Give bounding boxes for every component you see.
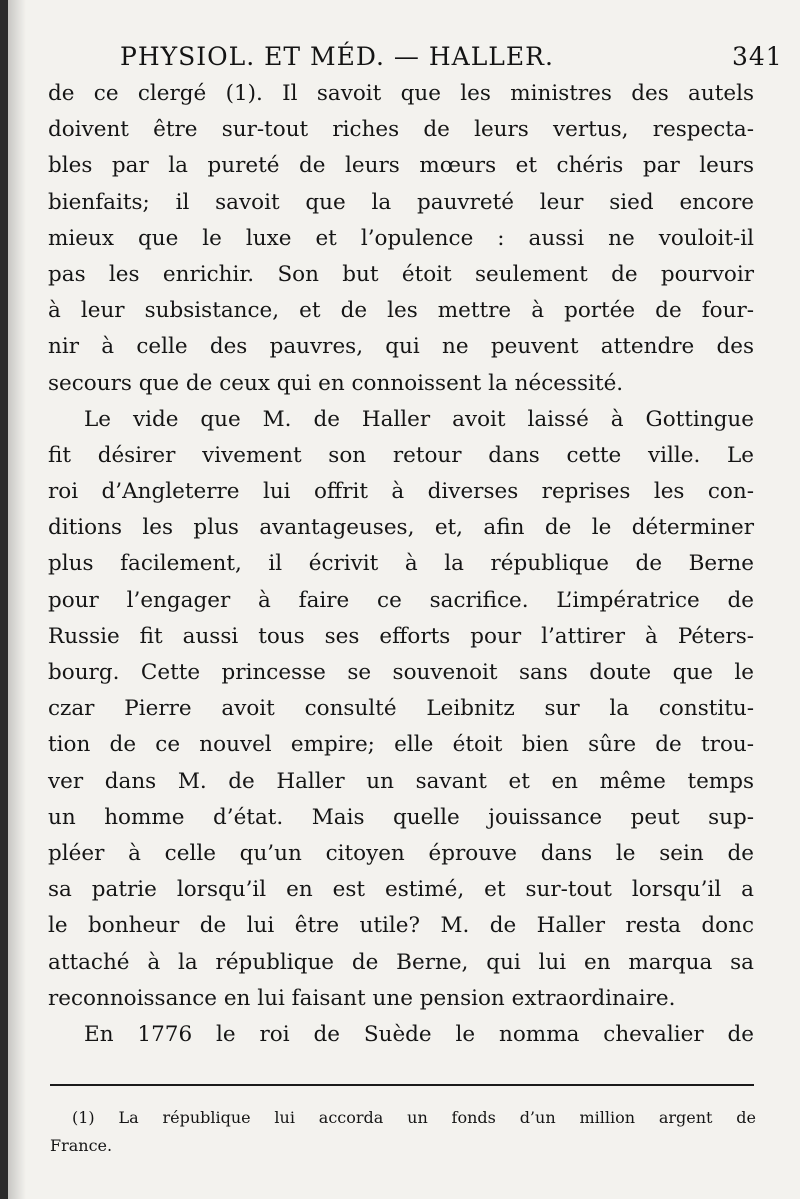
text-line: pas les enrichir. Son but étoit seulement de pourvoir	[48, 261, 754, 287]
text-line: bourg. Cette princesse se souvenoit sans doute que le	[48, 660, 754, 685]
text-line: pléer à celle qu’un citoyen éprouve dans le sein de	[48, 840, 754, 866]
text-line: un homme d’état. Mais quelle jouissance peut sup-	[48, 804, 754, 830]
text-line: Russie fit aussi tous ses efforts pour l’attirer à Péters-	[48, 623, 754, 649]
body-text	[48, 76, 754, 1053]
text-line: sa patrie lorsqu’il en est estimé, et sur-tout lorsqu’il a	[48, 877, 754, 903]
page-edge-shadow	[8, 0, 26, 1199]
text-line: mieux que le luxe et l’opulence : aussi ne vouloit-il	[48, 225, 754, 251]
text-line: tion de ce nouvel empire; elle étoit bien sûre de trou-	[48, 732, 754, 758]
text-line: bles par la pureté de leurs mœurs et chéris par leurs	[48, 153, 754, 179]
footnotes	[50, 1104, 756, 1160]
text-line: czar Pierre avoit consulté Leibnitz sur la constitu-	[48, 696, 754, 722]
text-line: de ce clergé (1). Il savoit que les ministres des autels	[48, 81, 754, 106]
text-line: attaché à la république de Berne, qui lui en marqua sa	[48, 949, 754, 975]
paragraph-start-line: Le vide que M. de Haller avoit laissé à Gottingue	[84, 406, 754, 432]
text-line: plus facilement, il écrivit à la république de Berne	[48, 551, 754, 577]
running-head-title: PHYSIOL. ET MÉD. — HALLER.	[120, 42, 554, 71]
text-line: nir à celle des pauvres, qui ne peuvent attendre des	[48, 334, 754, 360]
footnote-line: France.	[50, 1136, 113, 1155]
text-line: le bonheur de lui être utile? M. de Haller resta donc	[48, 913, 754, 939]
book-page	[8, 0, 800, 1199]
paragraph-end-line: reconnoissance en lui faisant une pension extraordinaire.	[48, 985, 676, 1011]
running-head	[8, 40, 800, 80]
text-line: fit désirer vivement son retour dans cette ville. Le	[48, 442, 754, 468]
page-number: 341	[732, 42, 783, 71]
paragraph-start-line: En 1776 le roi de Suède le nomma chevalier de	[84, 1021, 754, 1047]
text-line: ditions les plus avantageuses, et, afin de le déterminer	[48, 515, 754, 541]
footnote-line: (1) La république lui accorda un fonds d’un million argent de	[72, 1108, 756, 1127]
text-line: pour l’engager à faire ce sacrifice. L’impératrice de	[48, 587, 754, 613]
footnote-divider	[50, 1084, 754, 1086]
text-line: à leur subsistance, et de les mettre à portée de four-	[48, 298, 754, 324]
paragraph-end-line: secours que de ceux qui en connoissent la nécessité.	[48, 370, 624, 396]
text-line: bienfaits; il savoit que la pauvreté leur sied encore	[48, 189, 754, 215]
text-line: ver dans M. de Haller un savant et en même temps	[48, 768, 754, 794]
text-line: roi d’Angleterre lui offrit à diverses reprises les con-	[48, 479, 754, 505]
text-line: doivent être sur-tout riches de leurs vertus, respecta-	[48, 117, 754, 143]
